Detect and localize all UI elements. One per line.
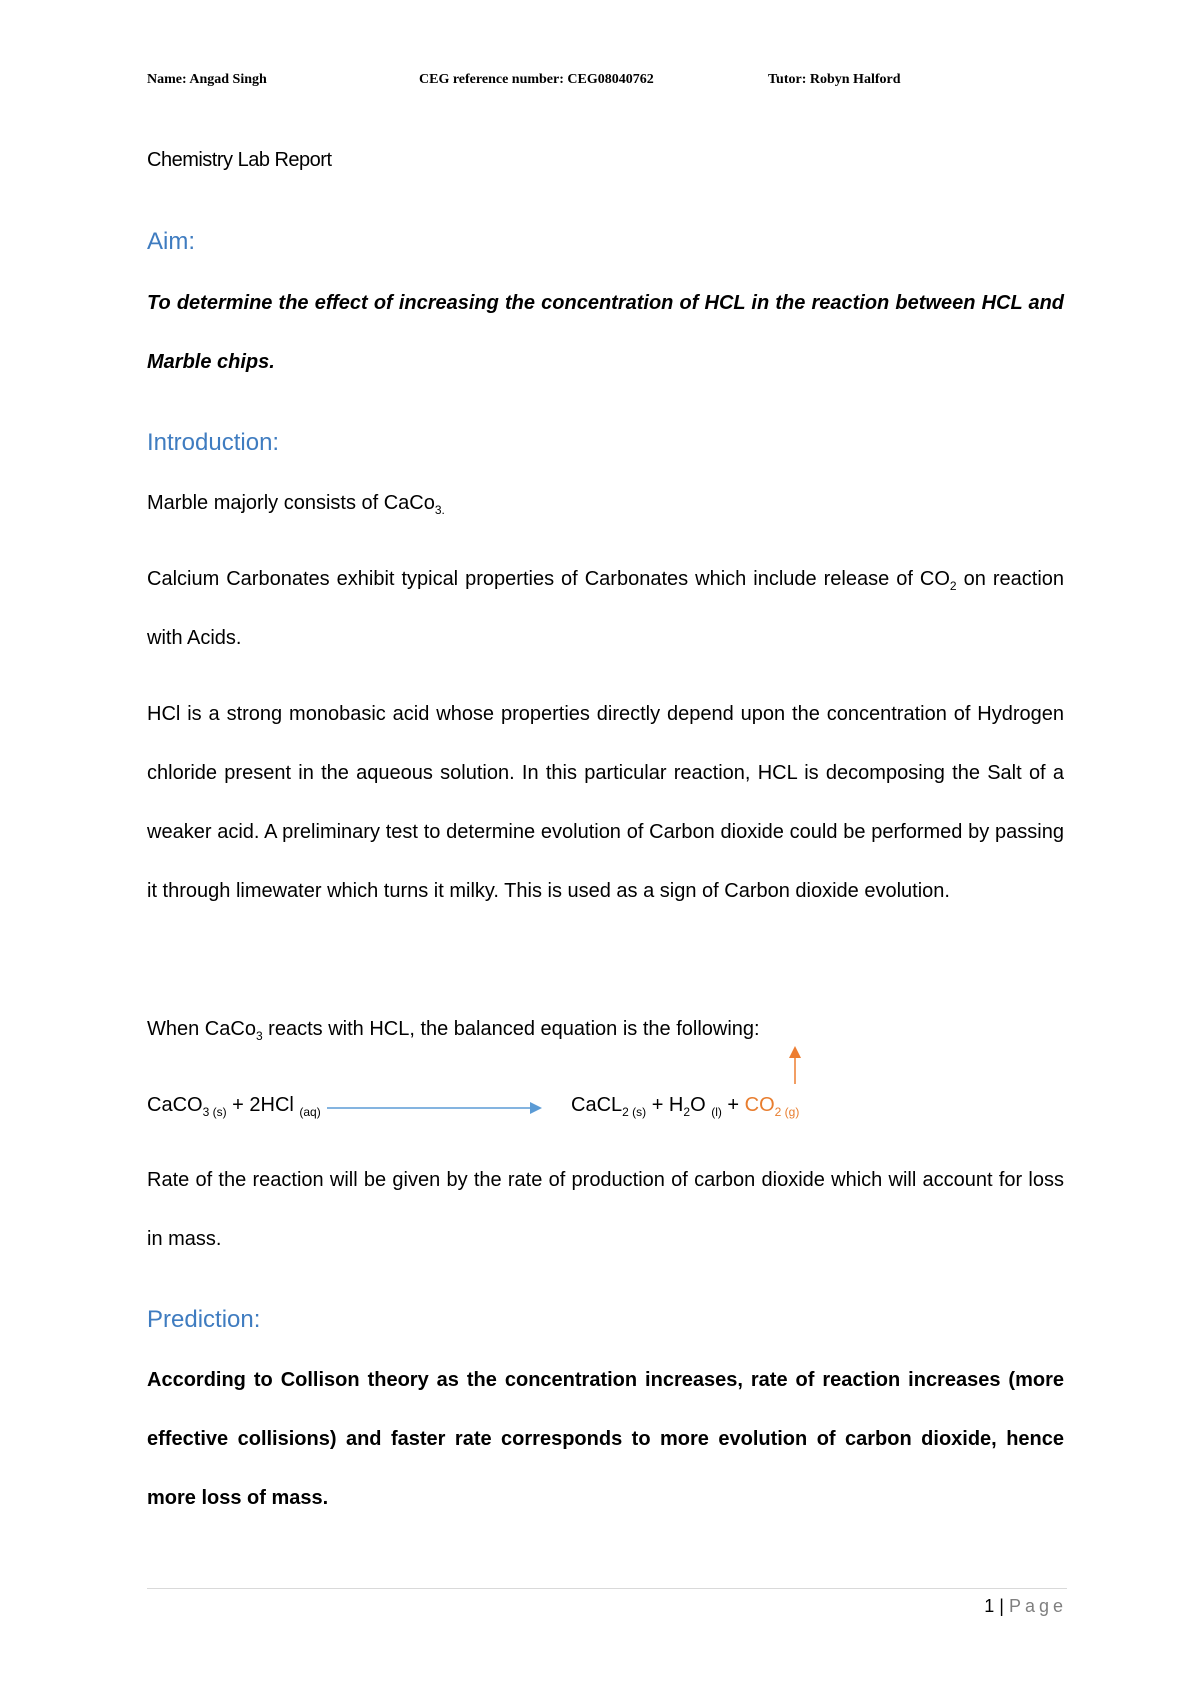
intro-p2-suffix: on reaction with Acids.: [147, 568, 1065, 649]
tutor-name: Tutor: Robyn Halford: [768, 72, 901, 87]
cacl2-subscript: 2 (s): [622, 1105, 647, 1119]
prediction-text: According to Collison theory as the concentration increases, rate of reaction increases (more effective collisions) and faster rate corresponds to more evolution of carbon dioxide, hence more loss of mass.: [147, 1369, 1064, 1509]
student-name: Name: Angad Singh: [147, 72, 267, 87]
footer-divider: [147, 1588, 1067, 1589]
intro-paragraph-1: [147, 474, 1064, 533]
intro-p1-subscript: 3.: [434, 503, 445, 517]
caco3-subscript: 3 (s): [202, 1105, 227, 1119]
page-separator: |: [994, 1596, 1009, 1616]
intro-paragraph-2: [147, 550, 1064, 668]
aim-text: To determine the effect of increasing the concentration of HCL in the reaction between HCL and Marble chips.: [147, 292, 1064, 373]
page-footer: [147, 1596, 1067, 1617]
page-number: 1: [984, 1596, 995, 1616]
h2o-subscript-1: 2: [683, 1105, 691, 1119]
reaction-arrow-icon: [327, 1098, 547, 1118]
intro-p1-text: Marble majorly consists of CaCo: [147, 492, 435, 514]
intro-paragraph-4: [147, 1000, 1064, 1059]
cacl2-formula: CaCL: [571, 1094, 623, 1116]
h2o-subscript-2: (l): [711, 1105, 722, 1119]
co2-subscript: 2 (g): [774, 1105, 800, 1119]
h2o-formula-a: + H: [646, 1094, 684, 1116]
prediction-heading: Prediction:: [147, 1306, 261, 1333]
equation-reactants: [147, 1094, 321, 1117]
h2o-formula-b: O: [690, 1094, 712, 1116]
intro-paragraph-5: Rate of the reaction will be given by the rate of production of carbon dioxide which will account for loss in mass.: [147, 1169, 1064, 1250]
intro-p2-text: Calcium Carbonates exhibit typical properties of Carbonates which include release of CO: [147, 568, 950, 590]
plus-sign: +: [721, 1094, 745, 1116]
aim-heading: Aim:: [147, 228, 195, 255]
orange-up-arrow-icon: [787, 1046, 803, 1086]
hcl-subscript: (aq): [299, 1105, 321, 1119]
document-title: Chemistry Lab Report: [147, 149, 332, 171]
intro-p4-suffix: reacts with HCL, the balanced equation is the following:: [262, 1018, 760, 1040]
introduction-heading: Introduction:: [147, 429, 280, 456]
intro-p4-text: When CaCo: [147, 1018, 256, 1040]
ceg-reference: CEG reference number: CEG08040762: [419, 72, 654, 87]
intro-p4-subscript: 3: [255, 1029, 263, 1043]
page-label: Page: [1008, 1596, 1067, 1616]
caco3-formula: CaCO: [147, 1094, 203, 1116]
balanced-equation: [147, 1094, 1064, 1124]
page-header: [147, 72, 1067, 92]
co2-formula: CO: [744, 1094, 775, 1116]
intro-paragraph-3: HCl is a strong monobasic acid whose properties directly depend upon the concentration of Hydrogen chloride present in the aqueous solution. In this particular reaction, HCL is decomposing the Salt of a weaker acid. A preliminary test to determine evolution of Carbon dioxide could be performed by passing it through limewater which turns it milky. This is used as a sign of Carbon dioxide evolution.: [147, 703, 1064, 902]
hcl-formula: + 2HCl: [226, 1094, 300, 1116]
intro-p2-subscript: 2: [949, 579, 957, 593]
equation-products: [571, 1094, 799, 1117]
